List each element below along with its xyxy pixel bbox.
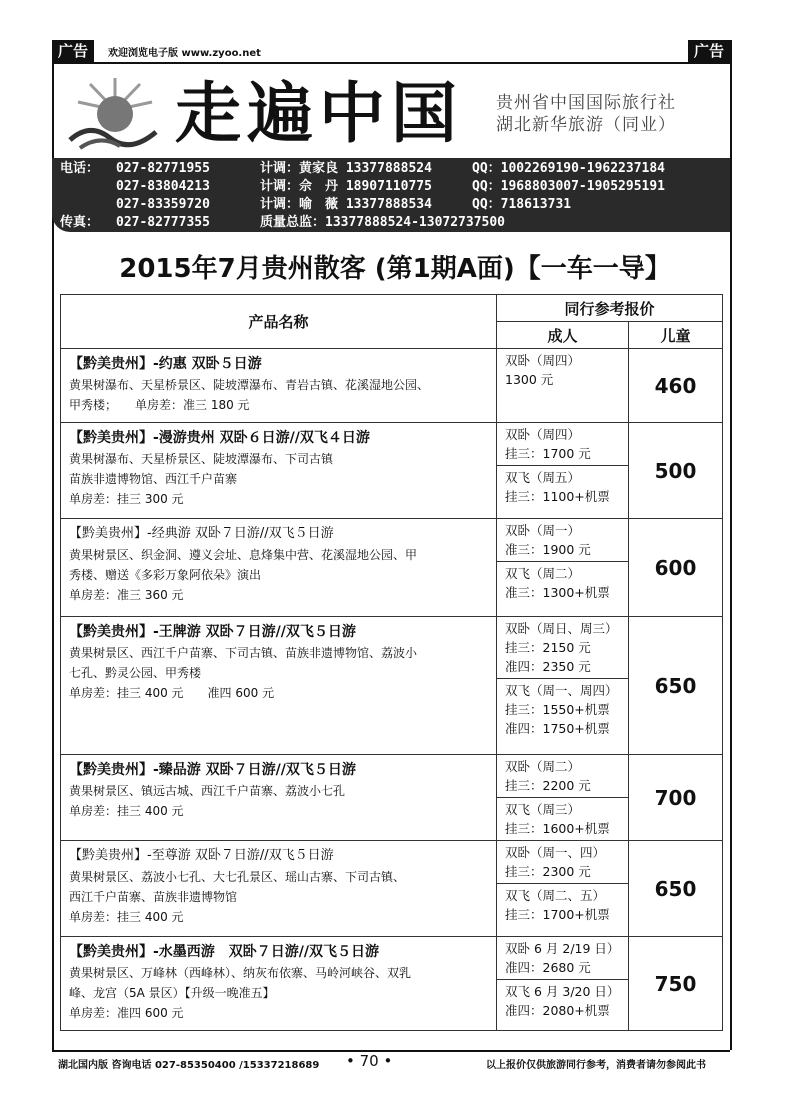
product-description: 黄果树景区、西江千户苗寨、下司古镇、苗族非遗博物馆、荔波小 [69, 646, 418, 660]
price-line: 挂三：2150 元 [505, 640, 591, 655]
price-line: 挂三：1600+机票 [505, 821, 610, 836]
sun-logo-icon [60, 70, 170, 156]
logo-title: 走遍中国 [175, 74, 463, 152]
price-line: 双飞（周一、周四） [505, 683, 618, 698]
price-line: 准四：2350 元 [505, 659, 591, 674]
price-line: 准三：1900 元 [505, 542, 591, 557]
price-line: 双飞（周二） [505, 566, 581, 581]
contact-qq: QQ：718613731 [472, 197, 572, 212]
price-line: 双卧（周日、周三） [505, 621, 618, 636]
footer-contact: 湖北国内版 咨询电话 027-85350400 /15337218689 [58, 1060, 320, 1071]
price-line: 挂三：1550+机票 [505, 702, 610, 717]
agency-name-2: 湖北新华旅游（同业） [496, 115, 676, 135]
agency-names [496, 92, 676, 136]
product-cell [61, 349, 497, 423]
table-row [61, 349, 723, 423]
contact-row [60, 214, 505, 232]
product-description: 黄果树景区、荔波小七孔、大七孔景区、瑶山古寨、下司古镇、 [69, 870, 406, 884]
product-description: 黄果树景区、镇远古城、西江千户苗寨、荔波小七孔 [69, 784, 346, 798]
product-description: 峰、龙宫（5A 景区）【升级一晚准五】 [69, 986, 275, 1000]
table-body [61, 349, 723, 1031]
product-cell [61, 617, 497, 755]
price-group [497, 519, 628, 562]
product-title: 【黔美贵州】-臻品游 双卧７日游//双飞５日游 [69, 762, 356, 778]
contact-qq: QQ：1002269190-1962237184 [472, 161, 666, 176]
product-title: 【黔美贵州】-经典游 双卧７日游//双飞５日游 [69, 526, 334, 541]
adult-price-cell [497, 755, 629, 841]
table-row [61, 755, 723, 841]
price-line: 1300 元 [505, 372, 554, 387]
page-headline: 2015年7月贵州散客 (第1期A面)【一车一导】 [119, 254, 671, 284]
table-row [61, 617, 723, 755]
table-row [61, 937, 723, 1031]
contact-label: 传真： [60, 215, 100, 230]
product-title: 【黔美贵州】-约惠 双卧５日游 [69, 356, 262, 372]
adult-price-cell [497, 841, 629, 937]
product-cell [61, 841, 497, 937]
price-line: 准三：1300+机票 [505, 585, 610, 600]
contact-row [60, 160, 665, 178]
price-line: 双卧（周四） [505, 353, 581, 368]
child-price: 700 [629, 755, 723, 841]
contact-row [60, 196, 571, 214]
contact-phone: 027-82771955 [116, 161, 210, 176]
price-line: 双卧（周一） [505, 523, 581, 538]
price-line: 双卧（周四） [505, 427, 581, 442]
header-child: 儿童 [629, 322, 723, 349]
price-line: 双卧（周一、四） [505, 845, 606, 860]
contact-label: 电话： [60, 161, 100, 176]
ad-label-right: 广告 [688, 40, 730, 62]
price-line: 挂三：2300 元 [505, 864, 591, 879]
contact-coordinator: 计调：黄家良 13377888524 [260, 161, 432, 176]
child-price: 750 [629, 937, 723, 1031]
product-description: 西江千户苗寨、苗族非遗博物馆 [69, 890, 238, 904]
adult-price-cell [497, 937, 629, 1031]
price-table [60, 294, 723, 1031]
price-group [497, 841, 628, 884]
price-group [497, 755, 628, 798]
logo-area [60, 70, 480, 156]
price-line: 准四：2680 元 [505, 960, 591, 975]
child-price: 650 [629, 617, 723, 755]
ad-label-left: 广告 [52, 40, 94, 62]
product-cell [61, 519, 497, 617]
price-line: 双飞（周二、五） [505, 888, 606, 903]
adult-price-cell [497, 423, 629, 519]
agency-name-1: 贵州省中国国际旅行社 [496, 93, 676, 113]
price-group [497, 562, 628, 604]
price-group [497, 466, 628, 508]
child-price: 600 [629, 519, 723, 617]
product-cell [61, 755, 497, 841]
product-description: 单房差：挂三 300 元 [69, 492, 184, 506]
price-line: 双飞（周五） [505, 470, 581, 485]
product-description: 甲秀楼； 单房差：准三 180 元 [69, 398, 250, 412]
contact-row [60, 178, 665, 196]
product-description: 黄果树景区、万峰林（西峰林）、纳灰布依寨、马岭河峡谷、双乳 [69, 966, 412, 980]
price-line: 双卧（周二） [505, 759, 581, 774]
header-adult: 成人 [497, 322, 629, 349]
price-line: 双卧 6 月 2/19 日） [505, 941, 620, 956]
contact-qq: QQ：1968803007-1905295191 [472, 179, 666, 194]
price-group [497, 617, 628, 679]
product-description: 黄果树瀑布、天星桥景区、陡坡潭瀑布、青岩古镇、花溪湿地公园、 [69, 378, 430, 392]
product-description: 单房差：挂三 400 元 准四 600 元 [69, 686, 275, 700]
welcome-text: 欢迎浏览电子版 www.zyoo.net [108, 48, 261, 59]
footer-disclaimer: 以上报价仅供旅游同行参考，消费者请勿参阅此书 [486, 1060, 706, 1071]
top-divider [52, 62, 730, 64]
price-line: 准四：1750+机票 [505, 721, 610, 736]
price-line: 双飞 6 月 3/20 日） [505, 984, 620, 999]
price-group [497, 679, 628, 740]
price-line: 挂三：2200 元 [505, 778, 591, 793]
contact-phone: 027-82777355 [116, 215, 210, 230]
product-cell [61, 423, 497, 519]
child-price: 500 [629, 423, 723, 519]
contact-quality-director: 质量总监：13377888524-13072737500 [260, 215, 506, 230]
price-line: 准四：2080+机票 [505, 1003, 610, 1018]
product-description: 苗族非遗博物馆、西江千户苗寨 [69, 472, 238, 486]
header-reference-price: 同行参考报价 [497, 295, 723, 322]
product-description: 七孔、黔灵公园、甲秀楼 [69, 666, 202, 680]
product-description: 单房差：准三 360 元 [69, 588, 184, 602]
product-title: 【黔美贵州】-漫游贵州 双卧６日游//双飞４日游 [69, 430, 370, 446]
contact-panel [52, 158, 730, 232]
table-row [61, 519, 723, 617]
product-description: 单房差：挂三 400 元 [69, 804, 184, 818]
page-number: • 70 • [346, 1052, 393, 1070]
contact-phone: 027-83359720 [116, 197, 210, 212]
table-header-row [61, 295, 723, 322]
adult-price-cell [497, 349, 629, 423]
adult-price-cell [497, 617, 629, 755]
product-description: 秀楼、赠送《多彩万象阿依朵》演出 [69, 568, 262, 582]
child-price: 460 [629, 349, 723, 423]
adult-price-cell [497, 519, 629, 617]
table-row [61, 841, 723, 937]
header-product-name: 产品名称 [61, 295, 497, 349]
price-group [497, 884, 628, 926]
product-title: 【黔美贵州】-王牌游 双卧７日游//双飞５日游 [69, 624, 356, 640]
product-title: 【黔美贵州】-至尊游 双卧７日游//双飞５日游 [69, 848, 334, 863]
contact-coordinator: 计调：喻 薇 13377888534 [260, 197, 432, 212]
price-line: 挂三：1700+机票 [505, 907, 610, 922]
product-description: 单房差：准四 600 元 [69, 1006, 184, 1020]
price-group [497, 798, 628, 840]
product-description: 单房差：挂三 400 元 [69, 910, 184, 924]
price-group [497, 349, 628, 391]
product-description: 黄果树瀑布、天星桥景区、陡坡潭瀑布、下司古镇 [69, 452, 334, 466]
price-line: 挂三：1100+机票 [505, 489, 610, 504]
table-row [61, 423, 723, 519]
product-description: 黄果树景区、织金洞、遵义会址、息烽集中营、花溪湿地公园、甲 [69, 548, 418, 562]
product-cell [61, 937, 497, 1031]
price-line: 双飞（周三） [505, 802, 581, 817]
price-group [497, 937, 628, 980]
contact-coordinator: 计调：佘 丹 18907110775 [260, 179, 432, 194]
price-group [497, 423, 628, 466]
child-price: 650 [629, 841, 723, 937]
product-title: 【黔美贵州】-水墨西游 双卧７日游//双飞５日游 [69, 944, 380, 960]
price-line: 挂三：1700 元 [505, 446, 591, 461]
price-group [497, 980, 628, 1022]
contact-phone: 027-83804213 [116, 179, 210, 194]
